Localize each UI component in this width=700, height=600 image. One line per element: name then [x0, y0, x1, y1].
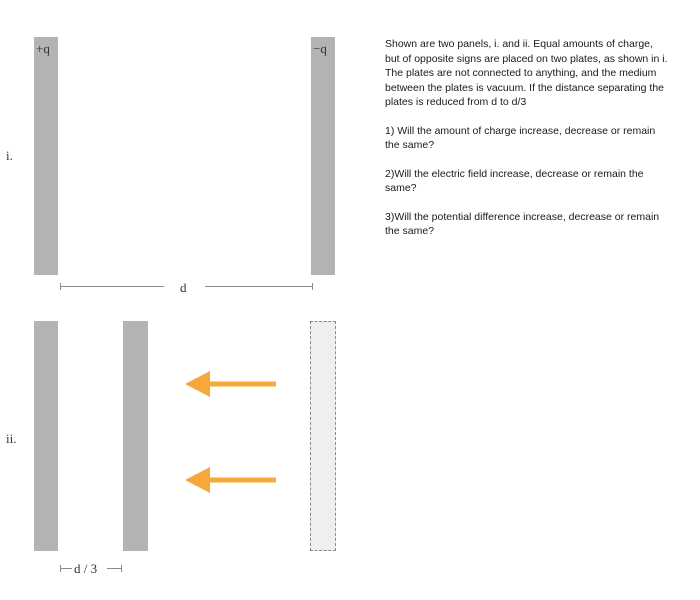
panel-i-right-plate [311, 37, 335, 275]
dimension-d3-left-line [60, 568, 72, 569]
problem-intro: Shown are two panels, i. and ii. Equal amounts of charge, but of opposite signs are placed on two plates, as shown in i. The plates are not connected to anything, and the medium between the plates is vacuum. If the distance separating the plates is reduced from d to d/3 [385, 38, 668, 108]
dimension-d3-right-line [107, 568, 121, 569]
dimension-d-label: d [180, 280, 187, 295]
question-3: 3)Will the potential difference increase, decrease or remain the same? [385, 210, 660, 237]
panel-ii-left-plate [34, 321, 58, 551]
dimension-d-right-tick [312, 283, 313, 290]
panel-ii-moved-plate [123, 321, 148, 551]
move-left-arrow-icon [185, 467, 277, 493]
dimension-d-left-line [60, 286, 164, 287]
panel-ii-original-plate-outline [310, 321, 336, 551]
positive-charge-label: +q [36, 41, 50, 56]
dimension-d3-label: d / 3 [74, 561, 98, 576]
question-1: 1) Will the amount of charge increase, decrease or remain the same? [385, 124, 656, 151]
dimension-d3-right-tick [121, 565, 122, 572]
question-2: 2)Will the electric field increase, decrease or remain the same? [385, 167, 644, 194]
move-left-arrow-icon [185, 371, 277, 397]
negative-charge-label: −q [313, 41, 327, 56]
dimension-d-right-line [205, 286, 312, 287]
panel-i-left-plate [34, 37, 58, 275]
question-text-panel [385, 37, 670, 253]
panel-i-label: i. [6, 148, 13, 163]
panel-ii-label: ii. [6, 431, 17, 446]
